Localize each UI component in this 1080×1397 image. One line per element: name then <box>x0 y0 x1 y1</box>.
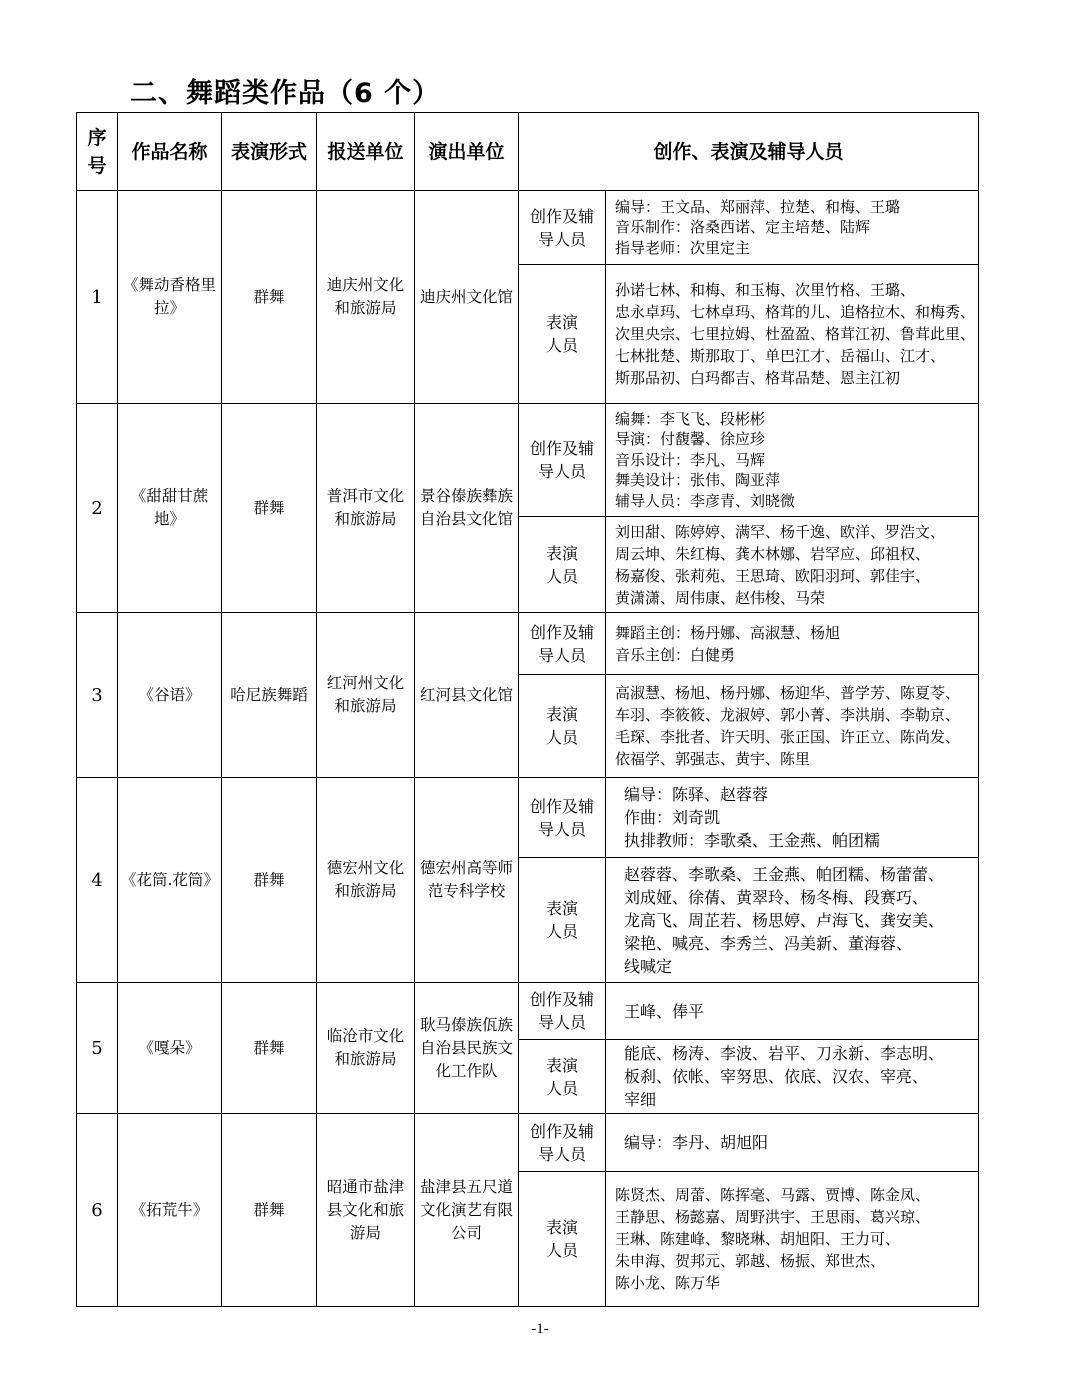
table-row <box>77 191 979 265</box>
creative-staff <box>606 404 979 517</box>
creative-line: 王峰、俸平 <box>624 1001 705 1021</box>
cast-line: 七林批楚、斯那取丁、单巴江才、岳福山、江才、 <box>615 347 946 365</box>
row-index: 4 <box>77 778 118 983</box>
cast-members <box>606 675 979 778</box>
submitting-unit: 迪庆州文化和旅游局 <box>317 191 415 404</box>
cast-line: 王琳、陈建峰、黎晓琳、胡旭阳、王力可、 <box>615 1230 901 1248</box>
header-submitter: 报送单位 <box>317 113 415 191</box>
cast-line: 黄潇潇、周伟康、赵伟梭、马荣 <box>615 588 826 607</box>
creative-label: 创作及辅导人员 <box>519 191 606 265</box>
performance-form: 群舞 <box>222 778 317 983</box>
cast-label: 表演人员 <box>519 675 606 778</box>
cast-line: 龙高飞、周芷若、杨思婷、卢海飞、龚安美、 <box>624 910 945 930</box>
performance-form: 哈尼族舞蹈 <box>222 613 317 778</box>
cast-line: 梁艳、喊亮、李秀兰、冯美新、董海蓉、 <box>624 933 913 953</box>
work-name: 《拓荒牛》 <box>118 1114 222 1307</box>
cast-members <box>606 1040 979 1114</box>
creative-line: 编舞：李飞飞、段彬彬 <box>615 409 766 428</box>
row-index: 5 <box>77 983 118 1114</box>
creative-line: 舞蹈主创：杨丹娜、高淑慧、杨旭 <box>615 623 841 642</box>
performing-unit: 红河县文化馆 <box>415 613 519 778</box>
creative-label: 创作及辅导人员 <box>519 1114 606 1172</box>
cast-line: 陈贤杰、周蕾、陈挥毫、马露、贾博、陈金凤、 <box>615 1186 931 1204</box>
cast-line: 朱申海、贺邦元、郭越、杨振、郑世杰、 <box>615 1252 886 1270</box>
page-number: -1- <box>531 1321 549 1337</box>
header-name: 作品名称 <box>118 113 222 191</box>
creative-line: 执排教师：李歌桑、王金燕、帕团糯 <box>624 831 881 850</box>
creative-staff <box>606 1114 979 1172</box>
submitting-unit: 德宏州文化和旅游局 <box>317 778 415 983</box>
cast-label: 表演人员 <box>519 265 606 404</box>
work-name: 《嘎朵》 <box>118 983 222 1114</box>
works-table-body <box>77 191 979 1307</box>
page-title: 二、舞蹈类作品（6 个） <box>130 78 441 109</box>
table-row <box>77 404 979 517</box>
cast-line: 陈小龙、陈万华 <box>615 1274 721 1292</box>
submitting-unit: 红河州文化和旅游局 <box>317 613 415 778</box>
creative-label: 创作及辅导人员 <box>519 613 606 675</box>
cast-label: 表演人员 <box>519 1040 606 1114</box>
performing-unit: 盐津县五尺道文化演艺有限公司 <box>415 1114 519 1307</box>
cast-line: 赵蓉蓉、李歌桑、王金燕、帕团糯、杨蕾蕾、 <box>624 864 945 884</box>
creative-line: 作曲：刘奇凯 <box>624 808 721 827</box>
work-name: 《谷语》 <box>118 613 222 778</box>
row-index: 2 <box>77 404 118 613</box>
creative-staff <box>606 983 979 1040</box>
cast-line: 刘田甜、陈婷婷、满罕、杨千逸、欧洋、罗浩文、 <box>615 522 946 541</box>
header-performer: 演出单位 <box>415 113 519 191</box>
performing-unit: 迪庆州文化馆 <box>415 191 519 404</box>
table-row <box>77 983 979 1040</box>
creative-line: 编导：李丹、胡旭阳 <box>624 1133 769 1152</box>
header-form: 表演形式 <box>222 113 317 191</box>
cast-line: 次里央宗、七里拉姆、杜盈盈、格茸江初、鲁茸此里、 <box>615 325 976 343</box>
cast-line: 车羽、李筱筱、龙淑婷、郭小菁、李洪崩、李勒京、 <box>615 706 961 724</box>
header-staff: 创作、表演及辅导人员 <box>519 113 979 191</box>
creative-line: 指导老师：次里定主 <box>615 238 751 257</box>
creative-line: 音乐制作：洛桑西诺、定主培楚、陆辉 <box>615 218 871 237</box>
performance-form: 群舞 <box>222 1114 317 1307</box>
creative-line: 舞美设计：张伟、陶亚萍 <box>615 471 781 490</box>
cast-line: 周云坤、朱红梅、龚木林娜、岩罕应、邱祖权、 <box>615 544 931 563</box>
cast-line: 依福学、郭强志、黄宇、陈里 <box>615 750 811 768</box>
performance-form: 群舞 <box>222 191 317 404</box>
cast-members <box>606 1172 979 1307</box>
submitting-unit: 临沧市文化和旅游局 <box>317 983 415 1114</box>
cast-line: 杨嘉俊、张莉苑、王思琦、欧阳羽珂、郭佳宇、 <box>615 566 931 585</box>
creative-staff <box>606 778 979 858</box>
table-row <box>77 613 979 675</box>
row-index: 6 <box>77 1114 118 1307</box>
row-index: 1 <box>77 191 118 404</box>
cast-line: 板刹、依帐、宰努思、依底、汉农、宰亮、 <box>624 1067 929 1086</box>
performing-unit: 景谷傣族彝族自治县文化馆 <box>415 404 519 613</box>
submitting-unit: 昭通市盐津县文化和旅游局 <box>317 1114 415 1307</box>
performing-unit: 耿马傣族佤族自治县民族文化工作队 <box>415 983 519 1114</box>
cast-label: 表演人员 <box>519 517 606 613</box>
cast-label: 表演人员 <box>519 1172 606 1307</box>
table-row <box>77 778 979 858</box>
cast-line: 王静思、杨懿嘉、周野洪宇、王思雨、葛兴琼、 <box>615 1208 931 1226</box>
performance-form: 群舞 <box>222 983 317 1114</box>
creative-line: 辅导人员：李彦青、刘晓微 <box>615 491 796 510</box>
works-table <box>76 112 979 1307</box>
cast-line: 斯那品初、白玛都吉、格茸品楚、恩主江初 <box>615 369 901 387</box>
cast-members <box>606 858 979 983</box>
creative-line: 音乐主创：白健勇 <box>615 645 736 664</box>
creative-line: 音乐设计：李凡、马辉 <box>615 450 766 469</box>
cast-line: 孙诺七林、和梅、和玉梅、次里竹格、王璐、 <box>615 281 916 299</box>
creative-line: 编导：王文品、郑丽萍、拉楚、和梅、王璐 <box>615 197 901 216</box>
header-row <box>77 113 979 191</box>
cast-line: 线喊定 <box>624 956 673 976</box>
creative-label: 创作及辅导人员 <box>519 778 606 858</box>
work-name: 《舞动香格里拉》 <box>118 191 222 404</box>
row-index: 3 <box>77 613 118 778</box>
cast-line: 高淑慧、杨旭、杨丹娜、杨迎华、普学芳、陈夏苓、 <box>615 684 961 702</box>
creative-label: 创作及辅导人员 <box>519 404 606 517</box>
work-name: 《花筒.花筒》 <box>118 778 222 983</box>
cast-members <box>606 265 979 404</box>
cast-line: 刘成娅、徐蒨、黄翠玲、杨冬梅、段赛巧、 <box>624 887 929 907</box>
creative-label: 创作及辅导人员 <box>519 983 606 1040</box>
submitting-unit: 普洱市文化和旅游局 <box>317 404 415 613</box>
cast-line: 忠永卓玛、七林卓玛、格茸的儿、追格拉木、和梅秀、 <box>615 303 976 321</box>
cast-label: 表演人员 <box>519 858 606 983</box>
cast-line: 能底、杨涛、李波、岩平、刀永新、李志明、 <box>624 1044 945 1063</box>
creative-staff <box>606 191 979 265</box>
creative-staff <box>606 613 979 675</box>
performance-form: 群舞 <box>222 404 317 613</box>
cast-line: 毛琛、李批者、许天明、张正国、许正立、陈尚发、 <box>615 728 961 746</box>
table-row <box>77 1114 979 1172</box>
performing-unit: 德宏州高等师范专科学校 <box>415 778 519 983</box>
cast-members <box>606 517 979 613</box>
cast-line: 宰细 <box>624 1090 657 1109</box>
creative-line: 编导：陈驿、赵蓉蓉 <box>624 785 769 804</box>
work-name: 《甜甜甘蔗地》 <box>118 404 222 613</box>
creative-line: 导演：付馥馨、徐应珍 <box>615 430 766 449</box>
header-index: 序号 <box>77 113 118 191</box>
